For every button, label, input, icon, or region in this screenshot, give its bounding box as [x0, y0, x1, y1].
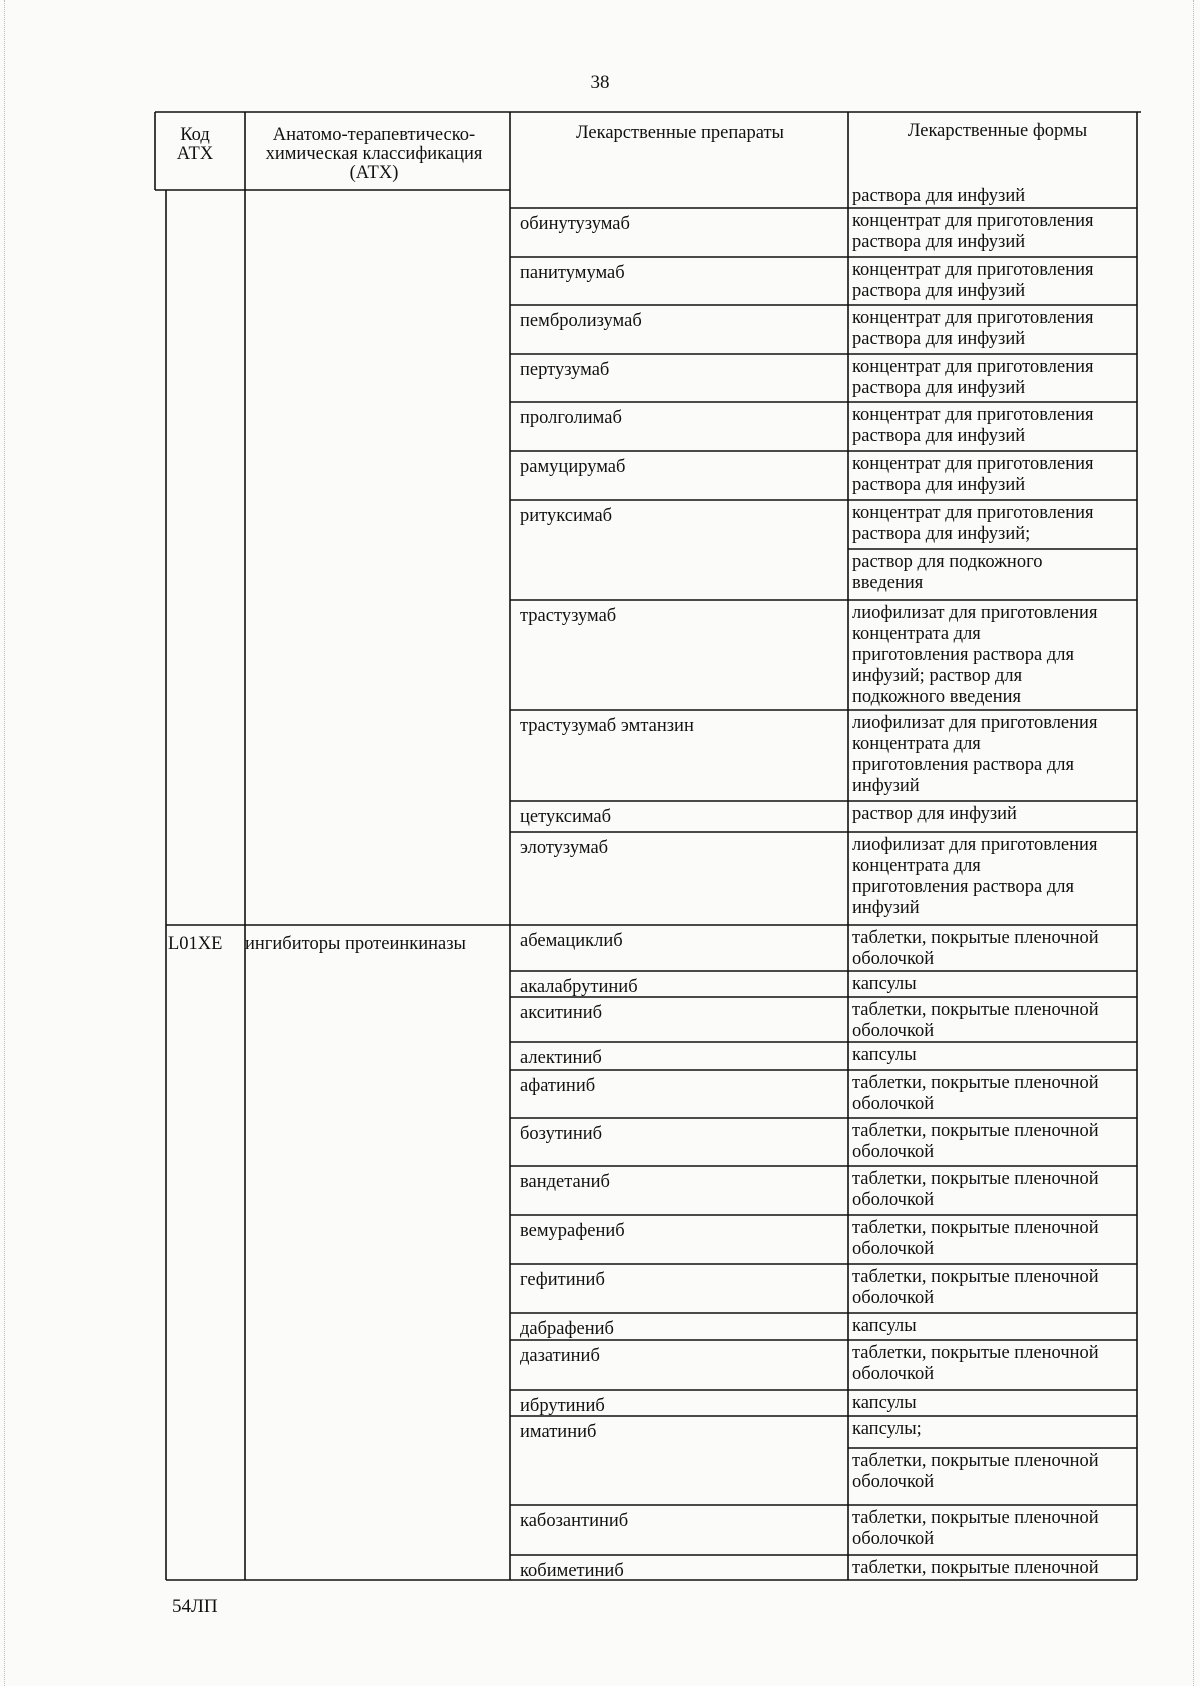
header-classification: Анатомо-терапевтическо- химическая классификация (АТХ) [265, 125, 483, 183]
dosage-form-cell: лиофилизат для приготовления концентрата для приготовления раствора для инфузий [852, 835, 1098, 918]
drug-name-cell: обинутузумаб [520, 214, 630, 234]
drug-name-cell: бозутиниб [520, 1124, 603, 1144]
dosage-form-cell: таблетки, покрытые пленочной оболочкой [852, 1218, 1099, 1259]
drug-name-cell: трастузумаб [520, 606, 617, 626]
dosage-form-cell: таблетки, покрытые пленочной [852, 1558, 1099, 1578]
document-footer-code: 54ЛП [172, 1596, 218, 1617]
dosage-form-cell: раствор для инфузий [852, 804, 1017, 824]
continued-form-cell: раствора для инфузий [852, 186, 1026, 206]
dosage-form-cell: концентрат для приготовления раствора для инфузий [852, 211, 1094, 252]
drug-name-cell: трастузумаб эмтанзин [520, 716, 694, 736]
drug-name-cell: иматиниб [520, 1422, 597, 1442]
dosage-form-cell: таблетки, покрытые пленочной оболочкой [852, 1169, 1099, 1210]
dosage-form-cell: раствор для подкожного введения [852, 552, 1043, 593]
group-name-cell: ингибиторы протеинкиназы [245, 934, 466, 954]
drug-name-cell: алектиниб [520, 1048, 602, 1068]
dosage-form-cell: концентрат для приготовления раствора для инфузий [852, 405, 1094, 446]
dosage-form-cell: капсулы [852, 1045, 917, 1065]
dosage-form-cell: лиофилизат для приготовления концентрата для приготовления раствора для инфузий; раствор для подкожного введения [852, 603, 1098, 707]
dosage-form-cell: концентрат для приготовления раствора для инфузий [852, 308, 1094, 349]
dosage-form-cell: таблетки, покрытые пленочной оболочкой [852, 928, 1099, 969]
dosage-form-cell: капсулы [852, 974, 917, 994]
dosage-form-cell: концентрат для приготовления раствора для инфузий [852, 454, 1094, 495]
drug-name-cell: афатиниб [520, 1076, 596, 1096]
drug-name-cell: абемациклиб [520, 931, 623, 951]
dosage-form-cell: таблетки, покрытые пленочной оболочкой [852, 1000, 1099, 1041]
drug-name-cell: акалабрутиниб [520, 977, 638, 997]
dosage-form-cell: концентрат для приготовления раствора для инфузий [852, 260, 1094, 301]
dosage-form-cell: капсулы [852, 1393, 917, 1413]
dosage-form-cell: капсулы; [852, 1419, 922, 1439]
drug-name-cell: пролголимаб [520, 408, 622, 428]
drug-name-cell: ибрутиниб [520, 1396, 605, 1416]
drug-name-cell: дазатиниб [520, 1346, 600, 1366]
dosage-form-cell: капсулы [852, 1316, 917, 1336]
scan-left-edge [4, 0, 8, 1686]
dosage-form-cell: лиофилизат для приготовления концентрата для приготовления раствора для инфузий [852, 713, 1098, 796]
header-drugs: Лекарственные препараты [576, 123, 784, 143]
dosage-form-cell: таблетки, покрытые пленочной оболочкой [852, 1343, 1099, 1384]
drug-name-cell: дабрафениб [520, 1319, 614, 1339]
drug-name-cell: кабозантиниб [520, 1511, 629, 1531]
dosage-form-cell: таблетки, покрытые пленочной оболочкой [852, 1267, 1099, 1308]
dosage-form-cell: таблетки, покрытые пленочной оболочкой [852, 1508, 1099, 1549]
drug-name-cell: вандетаниб [520, 1172, 610, 1192]
drug-name-cell: ритуксимаб [520, 506, 613, 526]
drug-name-cell: пембролизумаб [520, 311, 642, 331]
scan-right-edge [1190, 0, 1194, 1686]
header-code: Код АТХ [176, 125, 214, 164]
dosage-form-cell: концентрат для приготовления раствора для инфузий; [852, 503, 1094, 544]
drug-name-cell: гефитиниб [520, 1270, 605, 1290]
drug-name-cell: рамуцирумаб [520, 457, 626, 477]
dosage-form-cell: таблетки, покрытые пленочной оболочкой [852, 1073, 1099, 1114]
group-code-cell: L01XE [168, 934, 223, 954]
drug-name-cell: вемурафениб [520, 1221, 625, 1241]
drug-name-cell: кобиметиниб [520, 1561, 624, 1581]
dosage-form-cell: концентрат для приготовления раствора для инфузий [852, 357, 1094, 398]
drug-name-cell: элотузумаб [520, 838, 609, 858]
drug-name-cell: цетуксимаб [520, 807, 612, 827]
drug-name-cell: панитумумаб [520, 263, 625, 283]
drug-name-cell: акситиниб [520, 1003, 603, 1023]
page-number: 38 [590, 72, 610, 93]
drug-name-cell: пертузумаб [520, 360, 610, 380]
header-forms: Лекарственные формы [907, 121, 1088, 141]
dosage-form-cell: таблетки, покрытые пленочной оболочкой [852, 1121, 1099, 1162]
dosage-form-cell: таблетки, покрытые пленочной оболочкой [852, 1451, 1099, 1492]
